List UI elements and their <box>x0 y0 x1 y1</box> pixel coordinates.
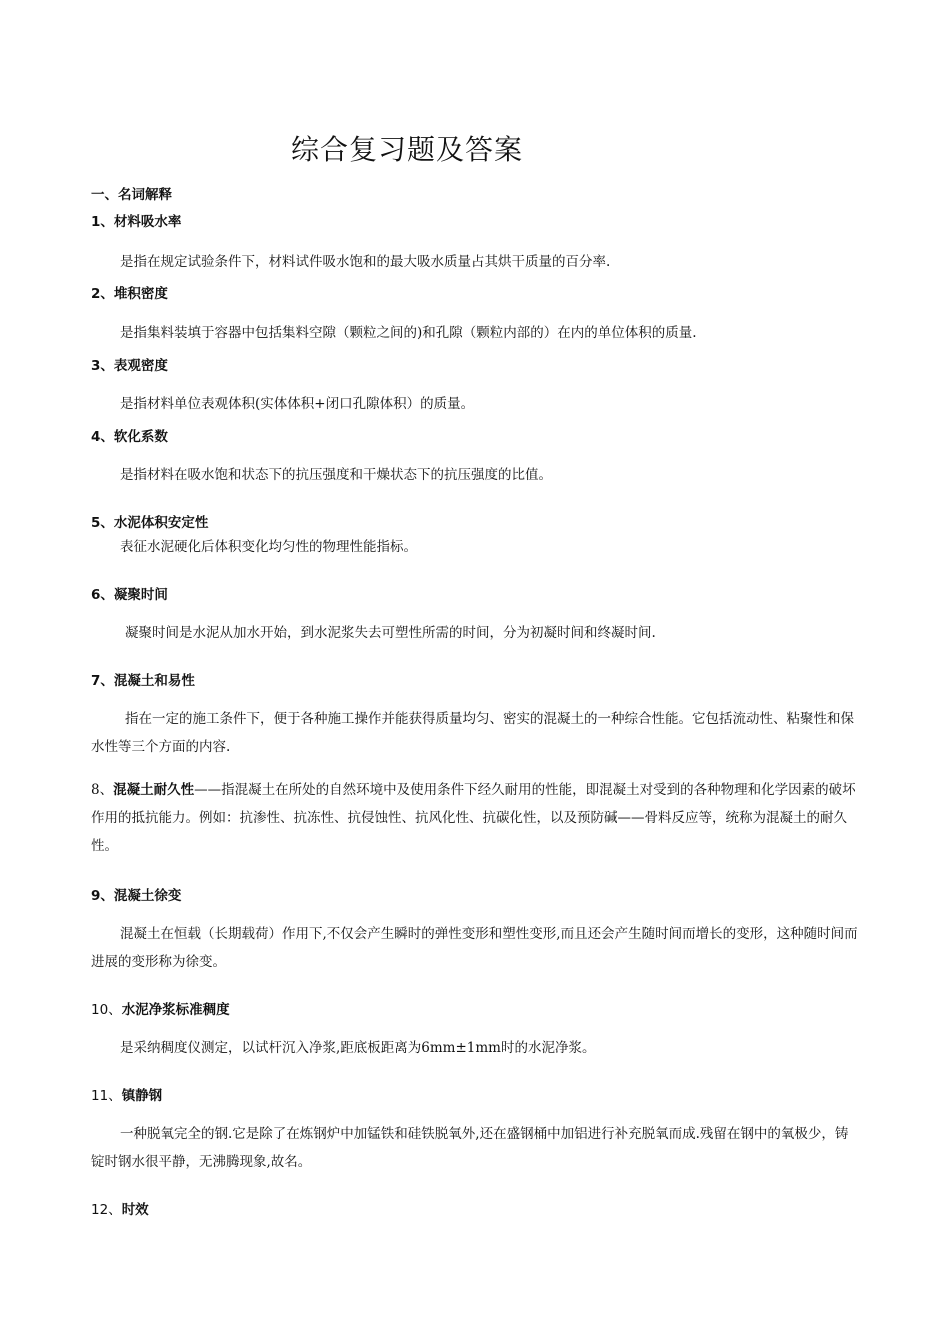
item-number: 1、 <box>91 214 114 230</box>
item-heading-9 <box>91 884 181 904</box>
item-heading-1 <box>91 210 181 230</box>
item-number: 8、 <box>91 782 114 798</box>
item-term: 凝聚时间 <box>113 587 168 603</box>
item-number: 9、 <box>91 888 114 904</box>
item-number: 7、 <box>91 673 114 689</box>
item-term: 时效 <box>121 1202 149 1218</box>
item-term: 混凝土和易性 <box>113 673 195 689</box>
item-number: 4、 <box>91 429 114 445</box>
item-definition-10: 是采纳稠度仪测定，以试杆沉入净浆,距底板距离为6mm±1mm时的水泥净浆。 <box>120 1040 596 1056</box>
item-term: 水泥净浆标准稠度 <box>121 1002 230 1018</box>
item-term: 水泥体积安定性 <box>113 515 209 531</box>
item-heading-10 <box>91 998 230 1018</box>
item-term: 表观密度 <box>113 358 168 374</box>
item-heading-6 <box>91 583 168 603</box>
item-number: 12、 <box>91 1202 122 1218</box>
item-number: 6、 <box>91 587 114 603</box>
item-heading-2 <box>91 282 168 302</box>
item-term: 混凝土耐久性 <box>113 782 195 798</box>
item-term: 混凝土徐变 <box>113 888 182 904</box>
item-number: 3、 <box>91 358 114 374</box>
item-heading-5 <box>91 511 208 531</box>
item-term: 材料吸水率 <box>113 214 182 230</box>
item-definition-8: ——指混凝土在所处的自然环境中及使用条件下经久耐用的性能，即混凝土对受到的各种物理和化学因素的破坏作用的抵抗能力。例如：抗渗性、抗冻性、抗侵蚀性、抗风化性、抗碳化性，以及预防碱——骨料反应等，统称为混凝土的耐久性。 <box>91 782 856 854</box>
item-number: 10、 <box>91 1002 122 1018</box>
item-definition-5: 表征水泥硬化后体积变化均匀性的物理性能指标。 <box>120 539 417 555</box>
item-heading-11 <box>91 1084 162 1104</box>
item-definition-7: 指在一定的施工条件下，便于各种施工操作并能获得质量均匀、密实的混凝土的一种综合性能。它包括流动性、粘聚性和保水性等三个方面的内容. <box>91 711 854 755</box>
item-definition-11: 一种脱氧完全的钢.它是除了在炼钢炉中加锰铁和硅铁脱氧外,还在盛钢桶中加铝进行补充脱氧而成.残留在钢中的氧极少，铸锭时钢水很平静，无沸腾现象,故名。 <box>91 1126 849 1170</box>
item-number: 5、 <box>91 515 114 531</box>
item-definition-2: 是指集料装填于容器中包括集料空隙（颗粒之间的)和孔隙（颗粒内部的）在内的单位体积的质量. <box>120 325 697 341</box>
item-term: 镇静钢 <box>121 1088 163 1104</box>
item-term: 堆积密度 <box>113 286 168 302</box>
item-definition-4: 是指材料在吸水饱和状态下的抗压强度和干燥状态下的抗压强度的比值。 <box>120 467 552 483</box>
item-number: 11、 <box>91 1088 122 1104</box>
item-heading-12 <box>91 1198 149 1218</box>
item-number: 2、 <box>91 286 114 302</box>
item-heading-3 <box>91 354 168 374</box>
document-title: 综合复习题及答案 <box>290 133 523 166</box>
item-definition-6: 凝聚时间是水泥从加水开始，到水泥浆失去可塑性所需的时间，分为初凝时间和终凝时间. <box>125 625 656 641</box>
item-definition-9: 混凝土在恒载（长期载荷）作用下,不仅会产生瞬时的弹性变形和塑性变形,而且还会产生随时间而增长的变形，这种随时间而进展的变形称为徐变。 <box>91 926 858 970</box>
section-heading: 一、名词解释 <box>91 187 172 203</box>
item-term: 软化系数 <box>113 429 168 445</box>
item-heading-7 <box>91 669 195 689</box>
item-definition-3: 是指材料单位表观体积(实体体积+闭口孔隙体积）的质量。 <box>120 396 475 412</box>
item-8 <box>91 776 859 860</box>
item-definition-1: 是指在规定试验条件下，材料试件吸水饱和的最大吸水质量占其烘干质量的百分率. <box>120 254 611 270</box>
item-heading-4 <box>91 425 168 445</box>
